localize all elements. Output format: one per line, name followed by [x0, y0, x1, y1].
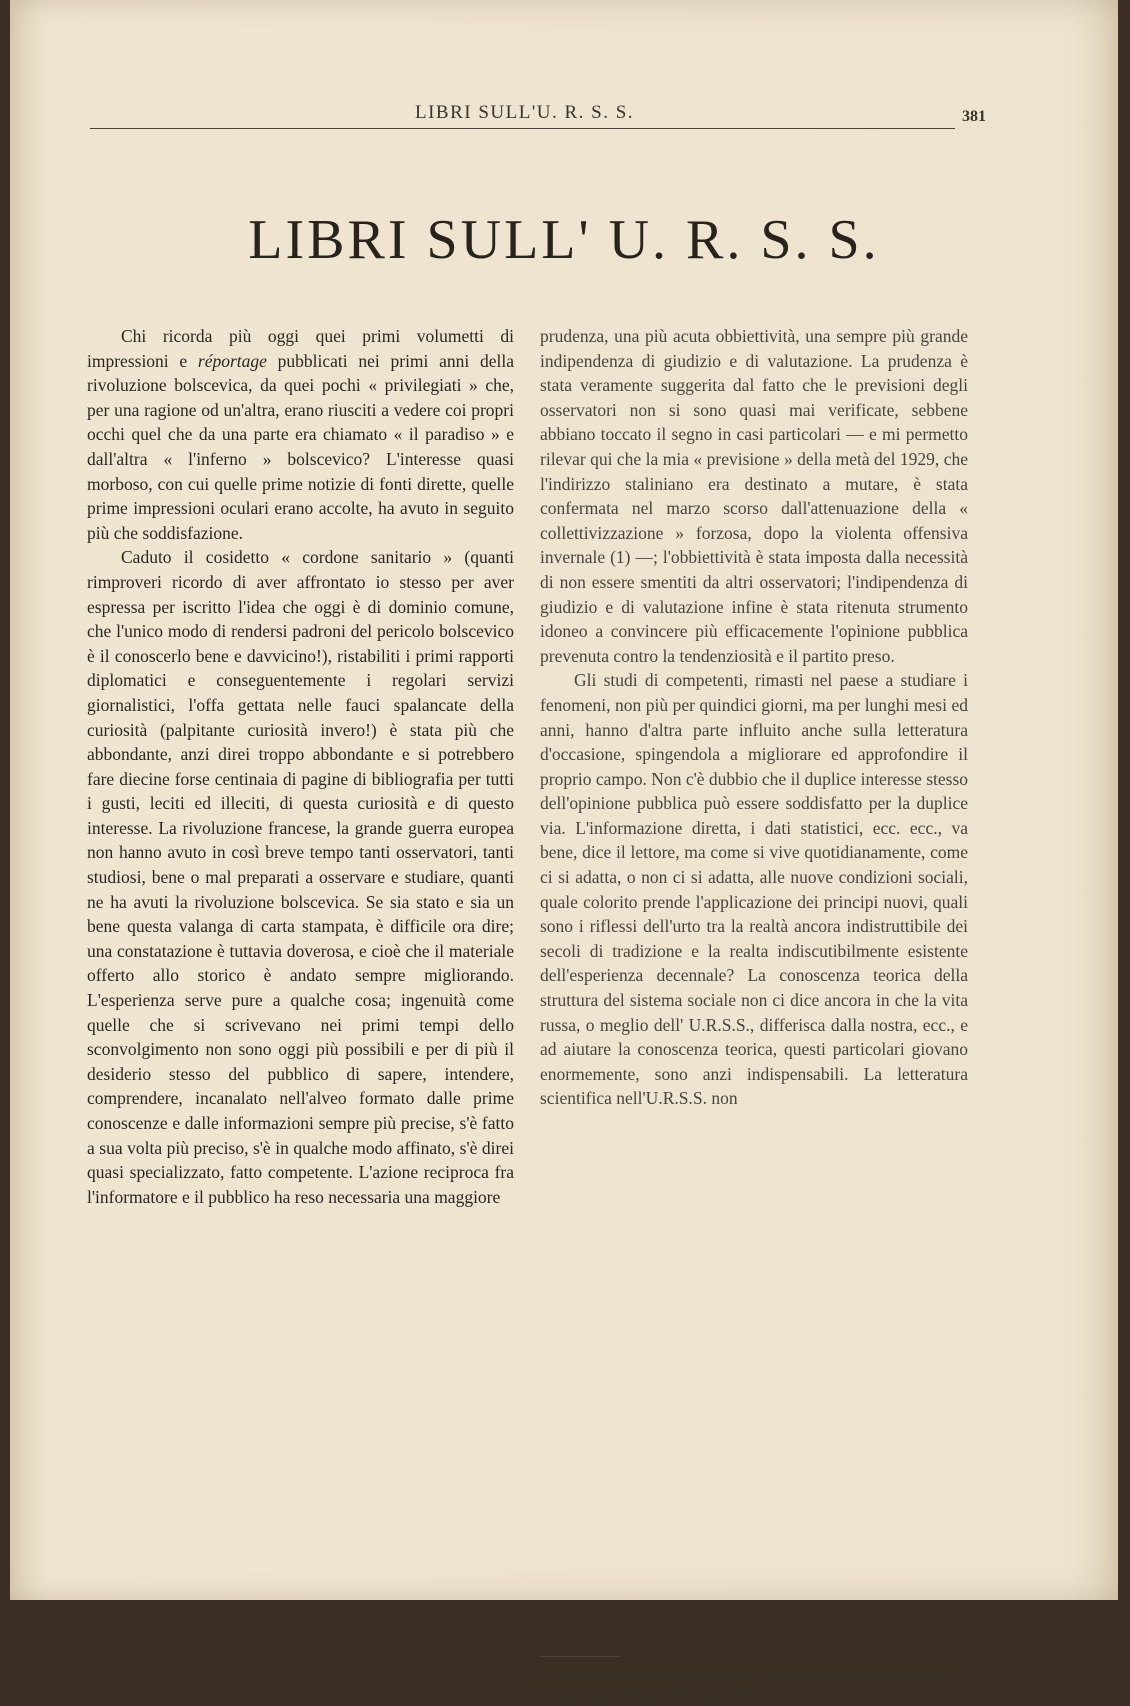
- article-title: LIBRI SULL' U. R. S. S.: [248, 209, 880, 271]
- book-page: [10, 0, 1118, 1703]
- footnote-text: (1) Vedi la prefazione del mio volume:: [540, 1668, 761, 1683]
- text-run: pubblicati nei primi anni della rivoluzione bolscevica, da quei pochi « privilegiati » che, per una ragione od un'altra, erano riusciti a vedere coi propri occhi quel che da una parte era chiamato « il paradiso » e dall'altra « l'inferno » bolscevico? L'interesse quasi morboso, con cui quelle prime notizie di fonti dirette, quelle prime impressioni oculari erano accolte, ha avuto in seguito più che soddisfazione.: [87, 350, 515, 543]
- paragraph: Caduto il cosidetto « cordone sanitario » (quanti rimproveri ricordo di aver affrontato io stesso per aver espressa per iscritto l'idea che oggi è di dominio comune, che l'unico modo di rendersi padroni del pericolo bolscevico è il conoscerlo bene e davvicino!), ristabiliti i primi rapporti diplomatici e conseguentemente i regolari servizi giornalistici, l'offa gettata nelle fauci spalancate della curiosità (palpitante curiosità invero!) è stata più che abbondante, anzi direi troppo abbondante e si potrebbero fare diecine forse centinaia di pagine di bibliografia per tutti i gusti, leciti ed illeciti, di questa curiosità e di questo interesse. La rivoluzione francese, la grande guerra europea non hanno avuto in così breve tempo tanti osservatori, tanti studiosi, bene o mal preparati a osservare e studiare, quanti ne ha avuti la rivoluzione bolscevica. Se sia stato e sia un bene questa valanga di carta stampata, è difficile ora dire; una constatazione è tuttavia doverosa, e cioè che il materiale offerto allo storico è andato sempre migliorando. L'esperienza serve pure a qualche cosa; ingenuità come quelle che si scrivevano nei primi tempi dello sconvolgimento non sono oggi più possibili e per di più il desiderio stesso del pubblico di sapere, intendere, comprendere, incanalato nell'alveo formato dalle prime conoscenze e dalle informazioni sempre più precise, s'è fatto a sua volta più preciso, s'è in qualche modo affinato, s'è direi quasi specializzato, fatto competente. L'azione reciproca fra l'informatore e il pubblico ha reso necessaria una maggiore: [87, 547, 514, 1207]
- footnote: [540, 1666, 968, 1706]
- right-column: [540, 324, 968, 1111]
- running-head: [90, 100, 986, 136]
- footnote-rule: [540, 1656, 620, 1657]
- paragraph: prudenza, una più acuta obbiettività, una sempre più grande indipendenza di giudizio e di valutazione. La prudenza è stata veramente suggerita dal fatto che le previsioni degli osservatori non si sono quasi mai verificate, sebbene abbiano toccato il segno in casi particolari — e mi permetto rilevar qui che la mia « previsione » della metà del 1929, che l'indirizzo staliniano era destinato a mutare, è stata confermata nel marzo scorso dall'attenuazione della « collettivizzazione » forzosa, dopo la violenta offensiva invernale (1) —; l'obbiettività è stata imposta dalla necessità di non essere smentiti da altri osservatori; l'indipendenza di giudizio e di valutazione infine è stata ritenuta strumento idoneo a convincere più efficacemente l'opinione pubblica prevenuta contro la tendenziosità e il partito preso.: [540, 326, 968, 666]
- left-column: [87, 324, 514, 1209]
- footnote-text: Roma, Istituto Europa Orientale, 1929.: [540, 1688, 759, 1703]
- italic-text: réportage: [197, 350, 267, 371]
- paragraph: Gli studi di competenti, rimasti nel paese a studiare i fenomeni, non più per quindici giorni, ma per lunghi mesi ed anni, hanno d'altra parte influito anche sulla letteratura d'occasione, spingendola a migliorare ed approfondire il proprio campo. Non c'è dubbio che il duplice interesse stesso dell'opinione pubblica può essere soddisfatto per la duplice via. L'informazione diretta, i dati statistici, ecc. ecc., va bene, dice il lettore, ma come si vive quotidianamente, come ci si adatta, o non ci si adatta, alle nuove condizioni sociali, quale colorito prende l'applicazione dei principi nuovi, quali sono i riflessi dell'urto tra la realtà ancora indistruttibile dei secoli di tradizione e la realta indiscutibilmente esistente dell'esperienza decennale? La conoscenza teorica della struttura del sistema sociale non ci dice ancora in che la vita russa, o meglio dell' U.R.S.S., differisca dalla nostra, ecc., e ad aiutare la conoscenza teorica, questi particolari giovano enormemente, sono anzi indispensabili. La letteratura scientifica nell'U.R.S.S. non: [540, 670, 968, 1109]
- header-rule: [90, 128, 955, 129]
- footnote-italic: Dall'epica alla cronaca sovietista,: [760, 1668, 953, 1683]
- running-title: LIBRI SULL'U. R. S. S.: [415, 102, 635, 123]
- text-run: Chi ricorda più oggi quei primi volumetti di impressioni e: [87, 326, 514, 371]
- page-number: 381: [962, 108, 986, 125]
- paragraph: [87, 324, 514, 545]
